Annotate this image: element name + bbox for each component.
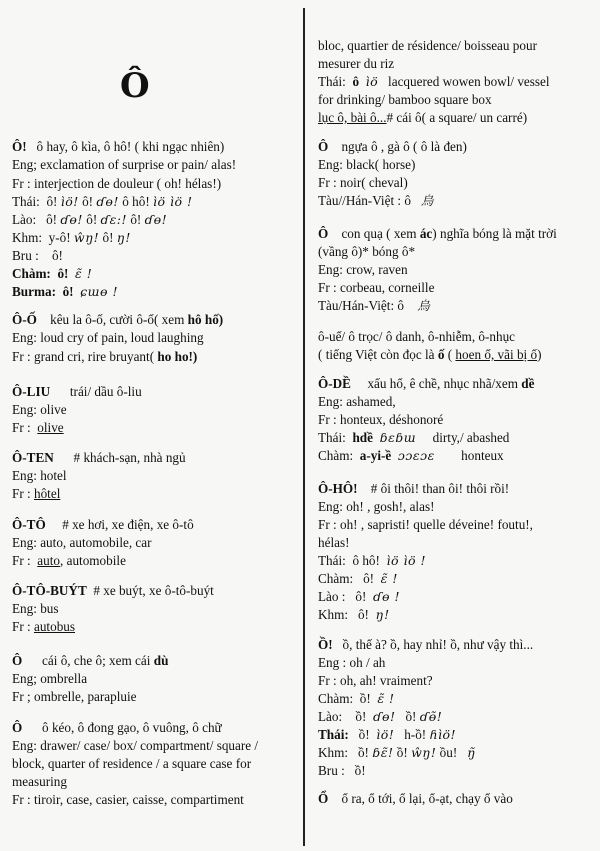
bru-row: Bru : ồ! bbox=[318, 763, 366, 778]
entry-o-to: Ô-TÔ # xe hơi, xe điện, xe ô-tô bbox=[12, 517, 194, 532]
lao-row: Lào: ồ! ɗɵ! ồ! ɗɵ̃! bbox=[318, 709, 443, 724]
entry-o-crow: Ô con quạ ( xem ác) nghĩa bóng là mặt trời bbox=[318, 226, 557, 241]
entry-o-to-buyt: Ô-TÔ-BUÝT # xe buýt, xe ô-tô-buýt bbox=[12, 583, 214, 598]
thai-row: Thái: ô! ìö! ô! ɗɵ! ô hô! ìö ìö ! bbox=[12, 194, 193, 209]
thai-row: Thái: hdề ɓɛɓɯ dirty,/ abashed bbox=[318, 430, 510, 445]
section-letter: Ô bbox=[120, 66, 150, 106]
cham-row: Chàm: a-yi-ề ɔɔɛɔɛ honteux bbox=[318, 448, 504, 463]
entry-o-umbrella: Ô cái ô, che ô; xem cái dù bbox=[12, 653, 169, 668]
entry-o-ho: Ô-HÔ! # ôi thôi! than ôi! thôi rồi! bbox=[318, 481, 510, 496]
entry-o-o: Ô-Ố kêu la ô-ố, cười ô-ố( xem hô hố) bbox=[12, 312, 224, 327]
cham-row: Chàm: ô! ɛ̃ ! bbox=[12, 266, 93, 281]
entry-o-huyen: Ồ! ồ, thế à? ồ, hay nhỉ! ồ, như vậy thì... bbox=[318, 637, 534, 652]
thai-row: Thái: ồ! ìö! h-ồ! ɦìö! bbox=[318, 727, 457, 742]
entry-o-liu: Ô-LIU trái/ dầu ô-liu bbox=[12, 384, 142, 399]
cham-row: Chàm: ô! ɛ̃ ! bbox=[318, 571, 398, 586]
column-divider bbox=[303, 8, 305, 846]
entry-o-exclaim: Ô! ô hay, ô kìa, ô hô! ( khi ngạc nhiên) bbox=[12, 139, 225, 154]
entry-o-hoi: Ổ ổ ra, ổ tới, ổ lại, ổ-ạt, chạy ổ vào bbox=[318, 791, 513, 806]
khm-row: Khm: ồ! ɓɛ̃! ồ! ŵŋ! ồu! ŋ̃ bbox=[318, 745, 476, 760]
khm-row: Khm: ô! ŋ! bbox=[318, 607, 390, 622]
burma-row: Burma: ô! ɕɯɵ ! bbox=[12, 284, 119, 299]
lao-row: Lào: ô! ɗɵ! ô! ɗɛ:! ô! ɗɵ! bbox=[12, 212, 168, 227]
lao-row: Lào : ô! ɗɵ ! bbox=[318, 589, 401, 604]
entry-o-de: Ô-DỀ xấu hổ, ê chề, nhục nhã/xem dề bbox=[318, 376, 535, 391]
cham-row: Chàm: ồ! ɛ̃ ! bbox=[318, 691, 395, 706]
bru-row: Bru : ô! bbox=[12, 248, 63, 263]
entry-o-ten: Ô-TEN # khách-sạn, nhà ngủ bbox=[12, 450, 186, 465]
khm-row: Khm: y-ô! ŵŋ! ô! ŋ! bbox=[12, 230, 131, 245]
entry-o-black: Ô ngựa ô , gà ô ( ô là đen) bbox=[318, 139, 467, 154]
thai-row: Thái: ô ìö lacquered wowen bowl/ vessel bbox=[318, 74, 550, 89]
entry-o-drawer: Ô ô kéo, ô đong gạo, ô vuông, ô chữ bbox=[12, 720, 222, 735]
thai-row: Thái: ô hô! ìö ìö ! bbox=[318, 553, 427, 568]
